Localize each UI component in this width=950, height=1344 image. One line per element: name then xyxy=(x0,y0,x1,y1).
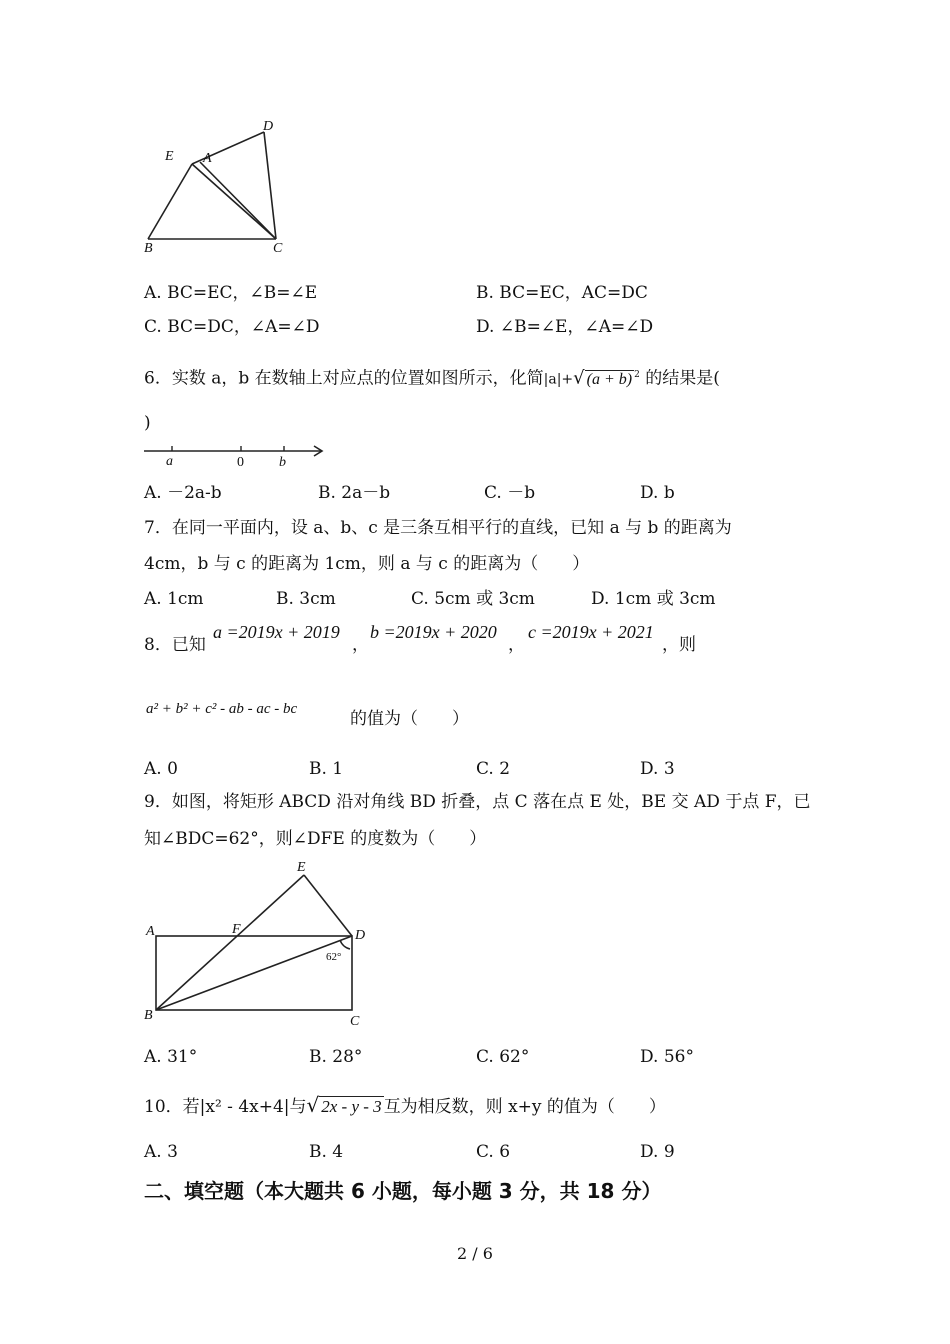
q7-option-a: A. 1cm xyxy=(144,589,204,609)
q10-option-a: A. 3 xyxy=(144,1142,178,1162)
q7-option-b: B. 3cm xyxy=(276,589,336,609)
q8-option-d: D. 3 xyxy=(640,759,675,779)
q9-label-c: C xyxy=(350,1014,360,1029)
q6-exp: 2 xyxy=(634,370,640,380)
q6-stem-before: 6．实数 a，b 在数轴上对应点的位置如图所示，化简 xyxy=(144,368,544,389)
q6-abs: |a|+ xyxy=(543,371,574,388)
q8-expr-after: 的值为（ ） xyxy=(350,709,469,729)
q9-option-b: B. 28° xyxy=(309,1047,363,1067)
q8-eq-c: c =2019x + 2021 xyxy=(528,622,654,642)
q8-suffix: ，则 xyxy=(662,635,696,655)
q8-eq-a: a =2019x + 2019 xyxy=(213,622,340,642)
q9-label-f: F xyxy=(232,922,241,937)
q9-label-b: B xyxy=(144,1008,153,1023)
q10-prefix: 10．若|x² - 4x+4|与 xyxy=(144,1097,307,1117)
q7-option-c: C. 5cm 或 3cm xyxy=(411,589,535,609)
q8-prefix: 8．已知 xyxy=(144,635,206,655)
q10-option-b: B. 4 xyxy=(309,1142,344,1162)
q5-option-a: A. BC=EC，∠B=∠E xyxy=(144,283,318,303)
q6-axis-b: b xyxy=(279,455,286,470)
q5-option-d: D. ∠B=∠E，∠A=∠D xyxy=(476,317,654,337)
q6-option-a: A. －2a-b xyxy=(144,483,222,503)
q8-option-b: B. 1 xyxy=(309,759,344,779)
q8-option-a: A. 0 xyxy=(144,759,178,779)
q6-stem: 6．实数 a，b 在数轴上对应点的位置如图所示，化简|a|+√ (a + b) $^2$ 的结果是( xyxy=(144,367,720,389)
q5-label-c: C xyxy=(273,241,283,256)
q7-line1: 7．在同一平面内，设 a、b、c 是三条互相平行的直线，已知 a 与 b 的距离为 xyxy=(144,518,732,538)
q9-label-e: E xyxy=(297,860,306,875)
q10-suffix: 互为相反数，则 x+y 的值为（ ） xyxy=(383,1097,666,1117)
q9-label-d: D xyxy=(355,928,366,943)
q6-option-b: B. 2a－b xyxy=(318,483,391,503)
q5-option-c: C. BC=DC，∠A=∠D xyxy=(144,317,320,337)
q8-comma-2: ， xyxy=(508,635,525,655)
q9-option-a: A. 31° xyxy=(144,1047,198,1067)
q9-angle-label: 62° xyxy=(326,951,342,963)
q9-line1: 9．如图，将矩形 ABCD 沿对角线 BD 折叠，点 C 落在点 E 处，BE 交 AD 于点 F，已 xyxy=(144,792,811,812)
q5-label-a: A xyxy=(203,151,212,166)
q6-stem-after: 的结果是( xyxy=(645,368,720,389)
q7-option-d: D. 1cm 或 3cm xyxy=(591,589,716,609)
q5-label-b: B xyxy=(144,241,153,256)
q6-close-paren: ) xyxy=(144,413,151,433)
q9-line2: 知∠BDC=62°，则∠DFE 的度数为（ ） xyxy=(144,829,487,849)
q8-option-c: C. 2 xyxy=(476,759,511,779)
q5-label-d: D xyxy=(263,119,274,134)
q7-line2: 4cm，b 与 c 的距离为 1cm，则 a 与 c 的距离为（ ） xyxy=(144,554,590,574)
q6-option-c: C. －b xyxy=(484,483,536,503)
q6-number-line xyxy=(140,438,330,470)
q8-eq-b: b =2019x + 2020 xyxy=(370,622,497,642)
q8-expression: a² + b² + c² - ab - ac - bc xyxy=(146,701,298,717)
q9-option-d: D. 56° xyxy=(640,1047,694,1067)
q6-axis-zero: 0 xyxy=(237,455,244,470)
q10-stem: 10．若|x² - 4x+4|与√ 2x - y - 3 互为相反数，则 x+y 的值为（ ） xyxy=(144,1093,666,1117)
q6-axis-a: a xyxy=(166,454,173,469)
q10-option-d: D. 9 xyxy=(640,1142,675,1162)
q5-label-e: E xyxy=(165,149,174,164)
q6-option-d: D. b xyxy=(640,483,675,503)
q9-rectangle-figure xyxy=(140,855,380,1035)
q10-radicand: 2x - y - 3 xyxy=(321,1097,382,1116)
q5-option-b: B. BC=EC，AC=DC xyxy=(476,283,648,303)
q5-triangle-figure xyxy=(140,112,300,262)
section-2-heading: 二、填空题（本大题共 6 小题，每小题 3 分，共 18 分） xyxy=(144,1179,662,1203)
q6-radicand: (a + b) xyxy=(586,370,633,388)
q9-label-a: A xyxy=(146,924,155,939)
q8-comma-1: ， xyxy=(352,635,369,655)
page-number: 2 / 6 xyxy=(457,1244,493,1263)
q9-option-c: C. 62° xyxy=(476,1047,530,1067)
q10-option-c: C. 6 xyxy=(476,1142,511,1162)
